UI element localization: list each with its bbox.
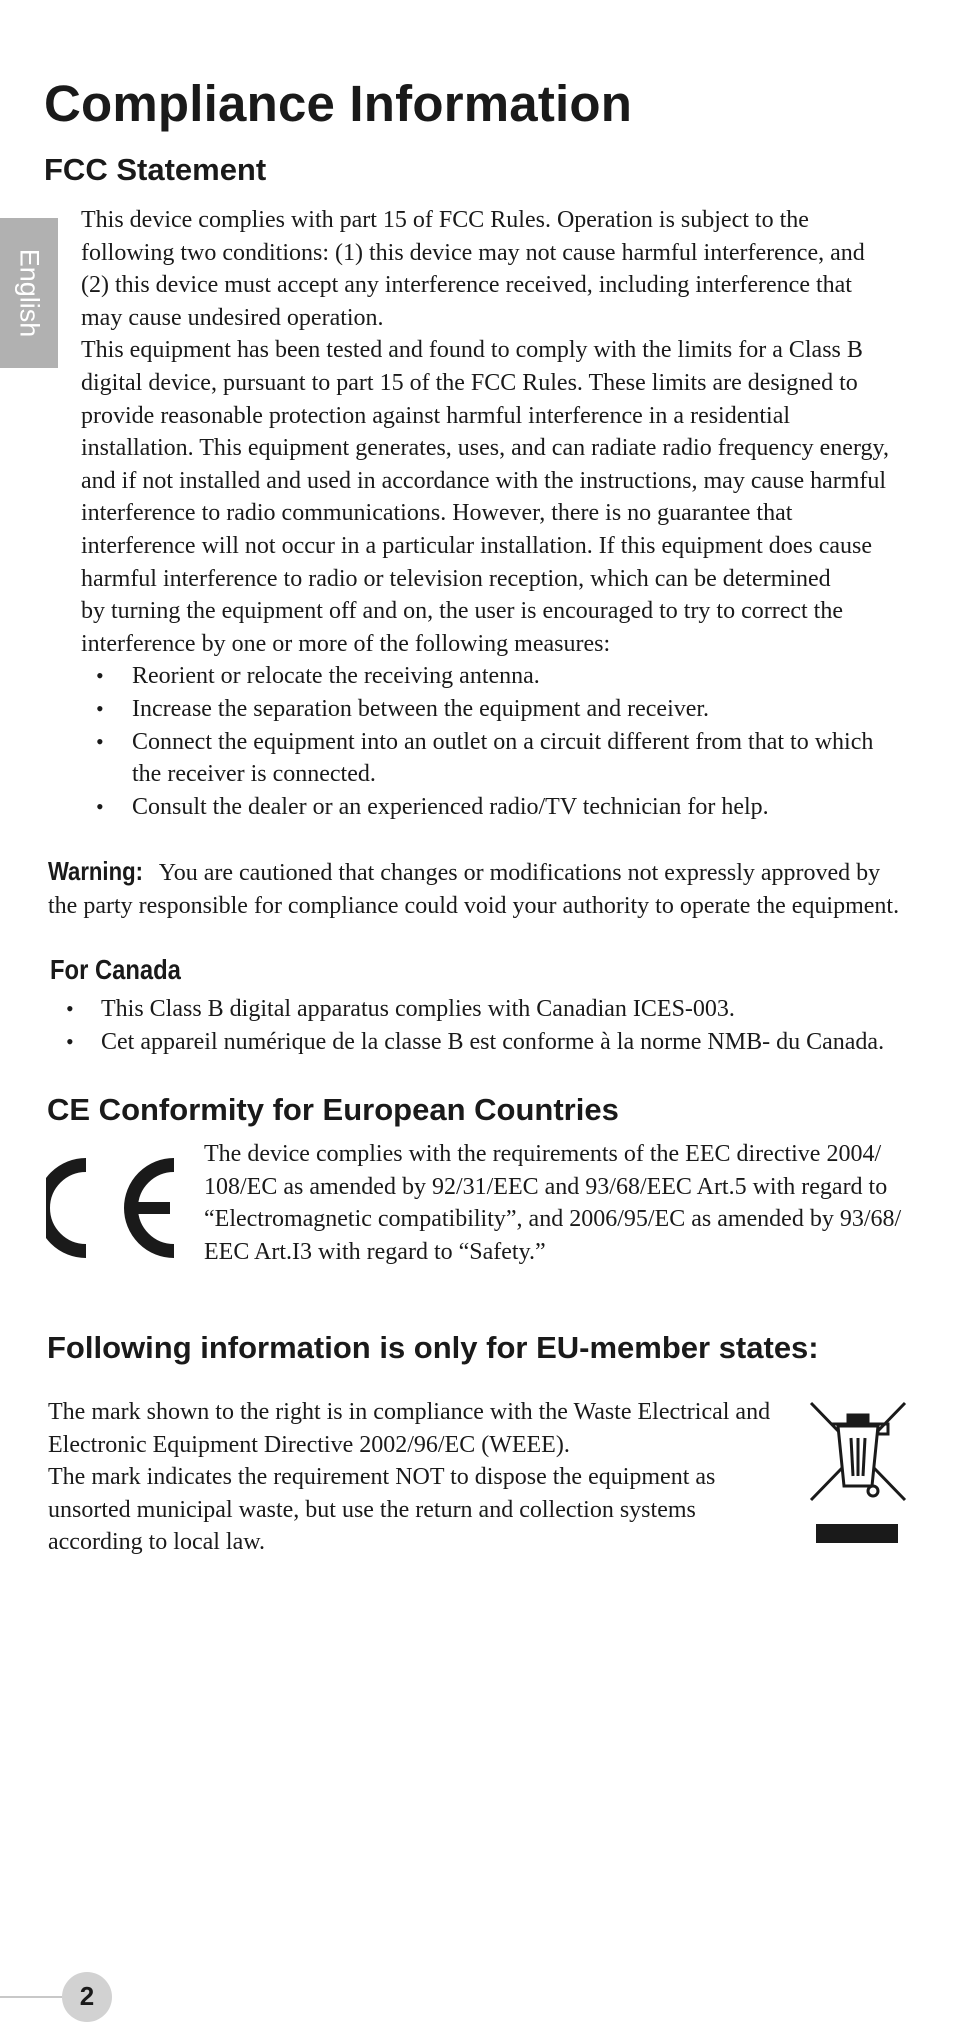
list-item-text: This Class B digital apparatus complies with Canadian ICES-003. [101, 996, 735, 1022]
text-line: Electronic Equipment Directive 2002/96/EC (WEEE). [48, 1431, 570, 1458]
text-line: 108/EC as amended by 92/31/EEC and 93/68/EEC Art.5 with regard to [204, 1173, 888, 1200]
canada-heading: For Canada [50, 954, 181, 985]
text-line: This equipment has been tested and found to comply with the limits for a Class B [81, 337, 863, 364]
text-line: (2) this device must accept any interference received, including interference that [81, 272, 852, 299]
list-item [50, 1026, 930, 1059]
text-line: interference will not occur in a particular installation. If this equipment does cause [81, 532, 873, 559]
ce-mark-icon [46, 1158, 186, 1258]
list-item-text: Reorient or relocate the receiving antenna. [132, 663, 540, 690]
ce-description [204, 1138, 926, 1268]
list-item-text: Cet appareil numérique de la classe B est conforme à la norme NMB- du Canada. [101, 1028, 885, 1055]
text-line: unsorted municipal waste, but use the return and collection systems [48, 1496, 696, 1523]
text-line: the party responsible for compliance could void your authority to operate the equipment. [48, 892, 900, 919]
fcc-paragraph-2 [81, 334, 917, 660]
fcc-heading: FCC Statement [44, 152, 267, 187]
text-line: This device complies with part 15 of FCC Rules. Operation is subject to the [81, 207, 809, 233]
crossed-out-wheelie-bin-icon [808, 1400, 908, 1545]
list-item [81, 791, 917, 824]
ce-heading: CE Conformity for European Countries [47, 1092, 619, 1127]
text-line: provide reasonable protection against harmful interference in a residential [81, 402, 791, 429]
page-number: 2 [79, 1981, 95, 2011]
list-item [81, 726, 917, 791]
list-item [50, 993, 930, 1026]
fcc-measures-list [81, 660, 917, 823]
list-item [81, 660, 917, 693]
text-line: following two conditions: (1) this device may not cause harmful interference, and [81, 239, 865, 266]
text-line: digital device, pursuant to part 15 of the FCC Rules. These limits are designed to [81, 369, 858, 396]
eu-description [48, 1396, 808, 1559]
text-line: The mark indicates the requirement NOT to dispose the equipment as [48, 1464, 716, 1491]
text-line: harmful interference to radio or television reception, which can be determined [81, 565, 831, 592]
warning-paragraph [48, 855, 928, 922]
text-line: “Electromagnetic compatibility”, and 2006/95/EC as amended by 93/68/ [204, 1206, 902, 1233]
language-tab [0, 218, 58, 368]
language-tab-label: English [14, 248, 45, 338]
fcc-body [81, 204, 917, 823]
text-line: interference by one or more of the following measures: [81, 630, 611, 657]
warning-label: Warning: [48, 856, 143, 886]
fcc-paragraph-1 [81, 204, 917, 334]
text-line: according to local law. [48, 1529, 266, 1556]
list-item-text: Increase the separation between the equipment and receiver. [132, 695, 710, 722]
list-item-text: Connect the equipment into an outlet on a circuit different from that to which [132, 728, 874, 755]
text-line: installation. This equipment generates, uses, and can radiate radio frequency energy, [81, 435, 889, 462]
text-line: and if not installed and used in accordance with the instructions, may cause harmful [81, 467, 887, 494]
list-item-text-continued: the receiver is connected. [132, 761, 376, 788]
text-line: You are cautioned that changes or modifications not expressly approved by [158, 860, 881, 886]
text-line: EEC Art.I3 with regard to “Safety.” [204, 1238, 546, 1265]
page-number-rule [0, 1996, 68, 1998]
text-line: by turning the equipment off and on, the user is encouraged to try to correct the [81, 598, 843, 625]
text-line: interference to radio communications. However, there is no guarantee that [81, 500, 793, 527]
page-title: Compliance Information [44, 75, 633, 132]
text-line: The mark shown to the right is in compliance with the Waste Electrical and [48, 1399, 771, 1425]
text-line: The device complies with the requirements of the EEC directive 2004/ [204, 1141, 882, 1167]
eu-heading: Following information is only for EU-member states: [47, 1330, 819, 1365]
canada-list [50, 993, 930, 1058]
page-number-badge [62, 1972, 112, 2022]
list-item [81, 693, 917, 726]
text-line: may cause undesired operation. [81, 304, 384, 331]
list-item-text: Consult the dealer or an experienced radio/TV technician for help. [132, 793, 769, 820]
